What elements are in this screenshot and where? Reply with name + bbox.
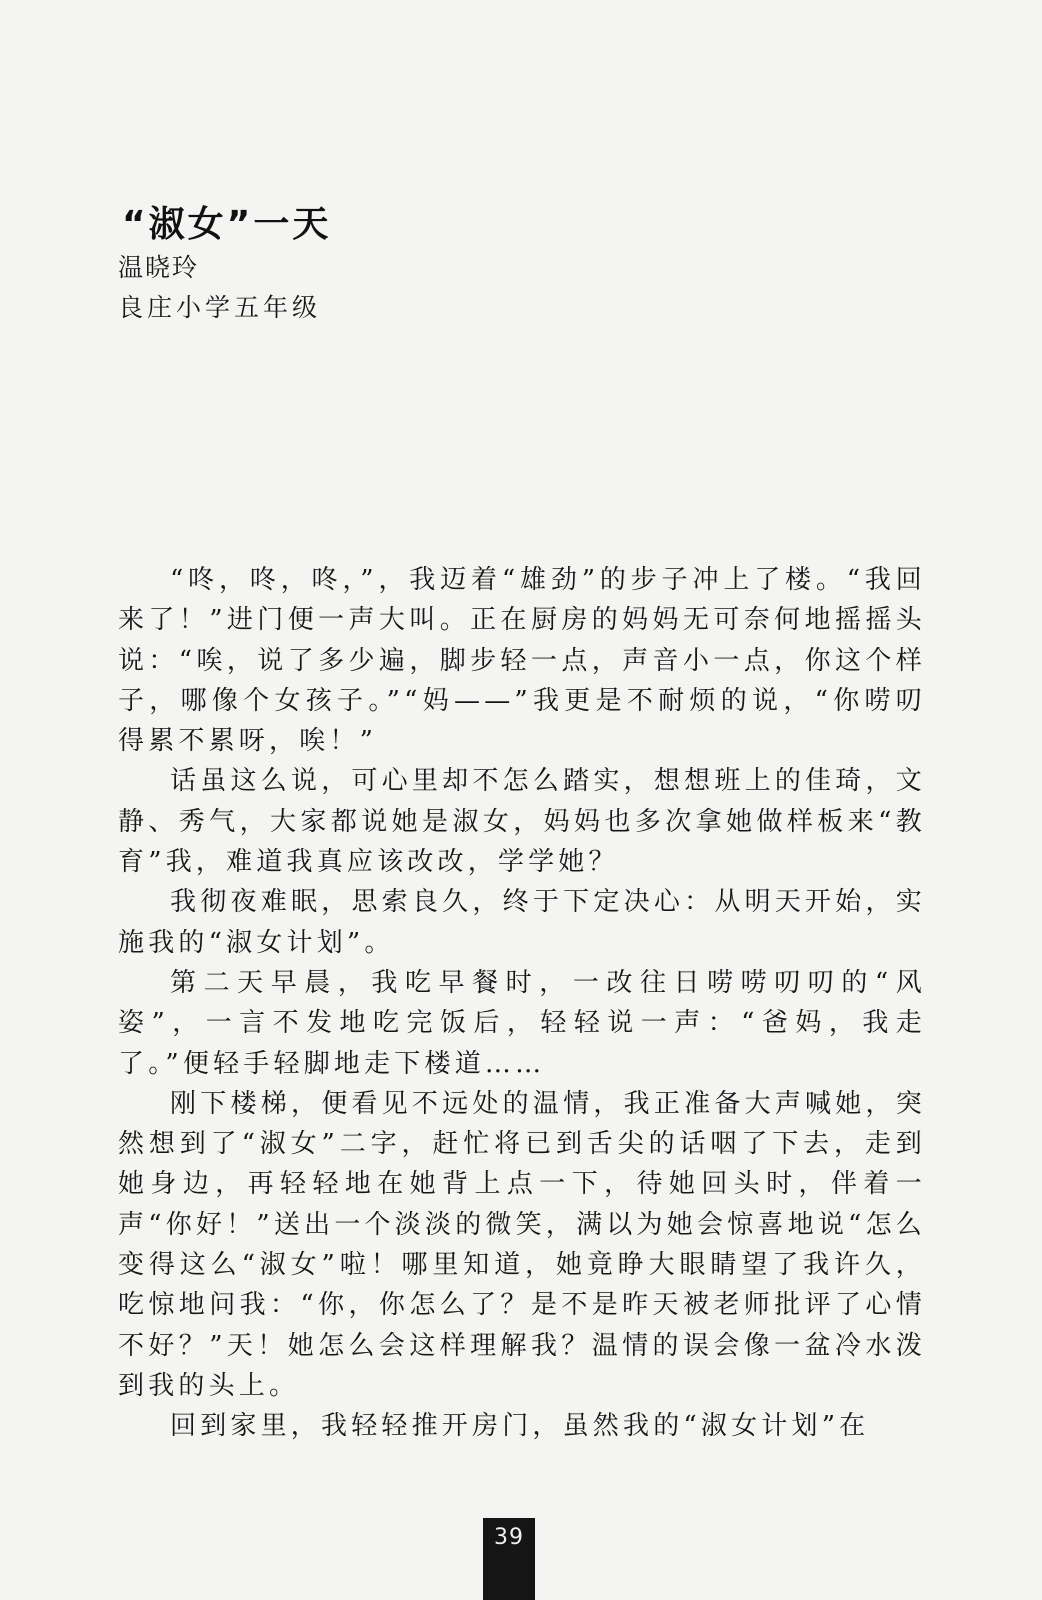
- paragraph: 刚下楼梯，便看见不远处的温情，我正准备大声喊她，突然想到了“淑女”二字，赶忙将已到舌尖的话咽了下去，走到她身边，再轻轻地在她背上点一下，待她回头时，伴着一声“你好！”送出一个淡淡的微笑，满以为她会惊喜地说“怎么变得这么“淑女”啦！哪里知道，她竟睁大眼睛望了我许久，吃惊地问我：“你，你怎么了？是不是昨天被老师批评了心情不好？”天！她怎么会这样理解我？温情的误会像一盆冷水泼到我的头上。: [118, 1088, 926, 1401]
- article-body: [118, 560, 926, 1447]
- paragraph: 话虽这么说，可心里却不怎么踏实，想想班上的佳琦，文静、秀气，大家都说她是淑女，妈妈也多次拿她做样板来“教育”我，难道我真应该改改，学学她？: [118, 766, 926, 878]
- author-school: 良庄小学五年级: [118, 293, 322, 322]
- author-name: 温晓玲: [118, 253, 200, 282]
- article-title: “淑女”一天: [122, 204, 332, 245]
- page-number: 39: [483, 1518, 535, 1600]
- paragraph: “咚，咚，咚，”，我迈着“雄劲”的步子冲上了楼。“我回来了！”进门便一声大叫。正在厨房的妈妈无可奈何地摇摇头说：“唉，说了多少遍，脚步轻一点，声音小一点，你这个样子，哪像个女孩子。”“妈——”我更是不耐烦的说，“你唠叨得累不累呀，唉！”: [118, 565, 926, 757]
- paragraph: 第二天早晨，我吃早餐时，一改往日唠唠叨叨的“风姿”，一言不发地吃完饭后，轻轻说一声：“爸妈，我走了。”便轻手轻脚地走下楼道……: [118, 967, 926, 1079]
- paragraph: 我彻夜难眠，思索良久，终于下定决心：从明天开始，实施我的“淑女计划”。: [118, 887, 926, 958]
- paragraph: 回到家里，我轻轻推开房门，虽然我的“淑女计划”在: [170, 1411, 870, 1442]
